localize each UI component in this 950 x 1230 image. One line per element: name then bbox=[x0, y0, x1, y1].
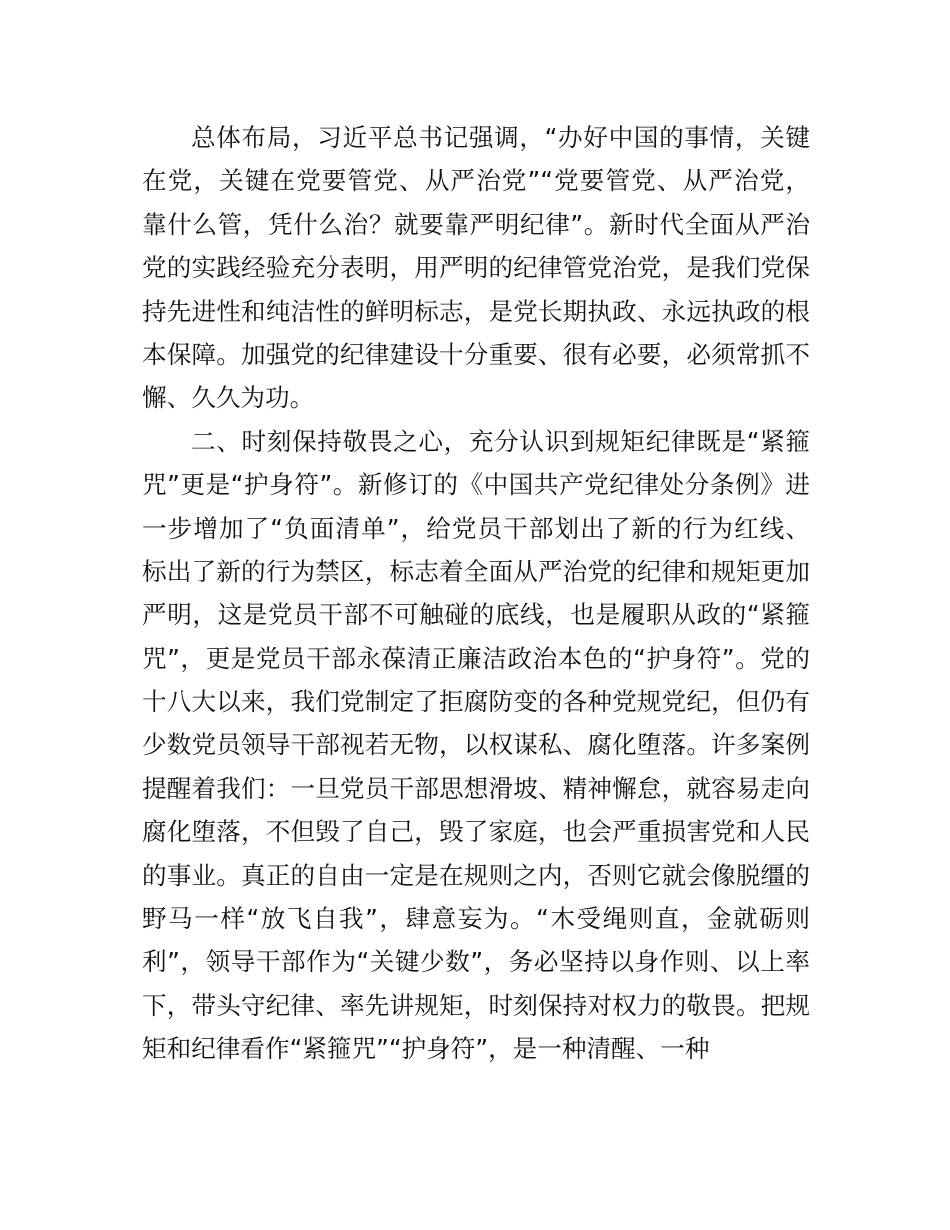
text-line: 靠什么管，凭什么治？就要靠严明纪律”。新时代全面从严治 bbox=[142, 209, 810, 239]
text-line: 严明，这是党员干部不可触碰的底线，也是履职从政的“紧箍 bbox=[142, 600, 810, 630]
text-line: 十八大以来，我们党制定了拒腐防变的各种党规党纪，但仍有 bbox=[142, 687, 810, 717]
text-line: 野马一样“放飞自我”，肆意妄为。“木受绳则直，金就砺则 bbox=[142, 904, 810, 934]
text-line: 总体布局，习近平总书记强调，“办好中国的事情，关键 bbox=[191, 123, 810, 152]
text-line: 咒”更是“护身符”。新修订的《中国共产党纪律处分条例》进 bbox=[142, 470, 810, 500]
text-line: 二、时刻保持敬畏之心，充分认识到规矩纪律既是“紧箍 bbox=[191, 426, 810, 456]
text-line: 提醒着我们：一旦党员干部思想滑坡、精神懈怠，就容易走向 bbox=[142, 773, 810, 803]
text-line: 咒”，更是党员干部永葆清正廉洁政治本色的“护身符”。党的 bbox=[142, 643, 810, 673]
text-line: 本保障。加强党的纪律建设十分重要、很有必要，必须常抓不 bbox=[142, 339, 810, 369]
paragraph-2 bbox=[142, 420, 810, 1071]
text-line: 利”，领导干部作为“关键少数”，务必坚持以身作则、以上率 bbox=[142, 947, 810, 977]
text-line: 党的实践经验充分表明，用严明的纪律管党治党，是我们党保 bbox=[142, 253, 810, 283]
text-line: 在党，关键在党要管党、从严治党”“党要管党、从严治党， bbox=[142, 166, 810, 196]
paragraph-1 bbox=[142, 116, 810, 420]
text-line: 的事业。真正的自由一定是在规则之内，否则它就会像脱缰的 bbox=[142, 860, 810, 890]
text-line: 持先进性和纯洁性的鲜明标志，是党长期执政、永远执政的根 bbox=[142, 296, 810, 326]
document-body bbox=[142, 116, 810, 1071]
text-line: 下，带头守纪律、率先讲规矩，时刻保持对权力的敬畏。把规 bbox=[142, 990, 810, 1020]
text-line: 标出了新的行为禁区，标志着全面从严治党的纪律和规矩更加 bbox=[142, 556, 810, 586]
text-line: 懈、久久为功。 bbox=[142, 383, 315, 413]
text-line: 一步增加了“负面清单”，给党员干部划出了新的行为红线、 bbox=[142, 513, 810, 543]
text-line: 少数党员领导干部视若无物，以权谋私、腐化堕落。许多案例 bbox=[142, 730, 810, 760]
text-line: 矩和纪律看作“紧箍咒”“护身符”，是一种清醒、一种 bbox=[142, 1034, 710, 1064]
text-line: 腐化堕落，不但毁了自己，毁了家庭，也会严重损害党和人民 bbox=[142, 817, 810, 847]
